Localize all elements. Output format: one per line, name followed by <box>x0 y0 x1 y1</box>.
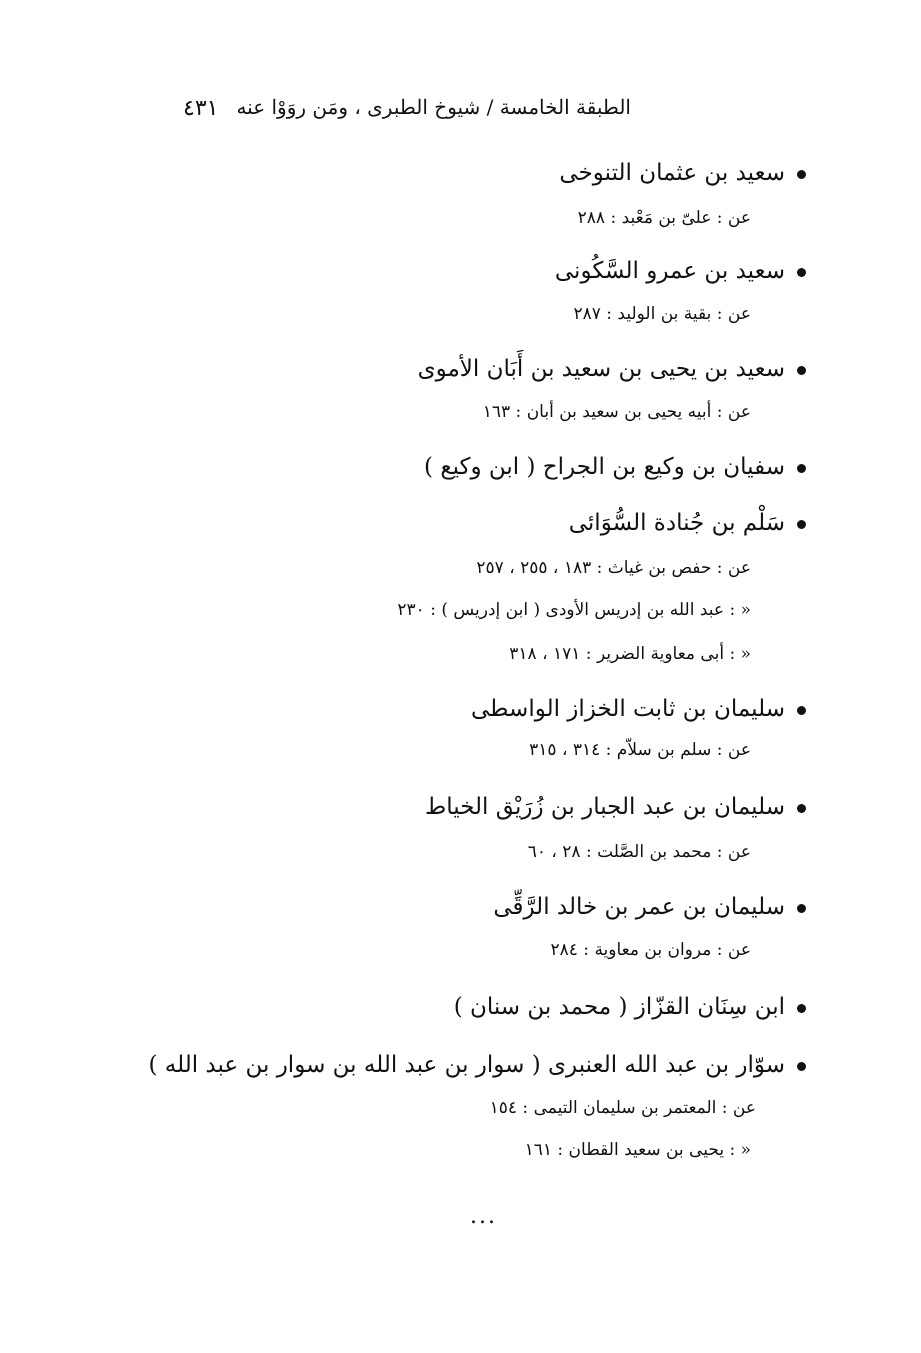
narration-line: عن : بقية بن الوليد : ٢٨٧ <box>573 304 751 324</box>
bullet-icon <box>797 366 806 375</box>
bullet-icon <box>797 520 806 529</box>
narration-line: « : يحيى بن سعيد القطان : ١٦١ <box>524 1140 751 1160</box>
narration-line: عن : المعتمر بن سليمان التيمى : ١٥٤ <box>489 1098 756 1118</box>
entry-name: سعيد بن يحيى بن سعيد بن أَبَان الأموى <box>418 356 806 382</box>
end-ellipsis: ... <box>470 1204 497 1229</box>
entry-name: سَلْم بن جُنادة السُّوَائى <box>569 510 806 536</box>
page-number: ٤٣١ <box>183 96 219 121</box>
narration-line: عن : سلم بن سلاّم : ٣١٤ ، ٣١٥ <box>529 740 751 760</box>
narration-line: « : أبى معاوية الضرير : ١٧١ ، ٣١٨ <box>509 644 751 664</box>
narration-line: عن : علىّ بن مَعْبد : ٢٨٨ <box>577 208 751 228</box>
running-header: الطبقة الخامسة / شيوخ الطبرى ، ومَن روَوْا عنه <box>236 95 631 119</box>
narration-line: عن : محمد بن الصَّلت : ٢٨ ، ٦٠ <box>527 842 751 862</box>
bullet-icon <box>797 904 806 913</box>
entry-name: سليمان بن عبد الجبار بن زُرَيْق الخياط <box>425 794 806 820</box>
bullet-icon <box>797 804 806 813</box>
narration-line: « : عبد الله بن إدريس الأودى ( ابن إدريس ) : ٢٣٠ <box>397 600 751 620</box>
entry-name: سليمان بن ثابت الخزاز الواسطى <box>471 696 806 722</box>
bullet-icon <box>797 1062 806 1071</box>
bullet-icon <box>797 1004 806 1013</box>
narration-line: عن : مروان بن معاوية : ٢٨٤ <box>550 940 751 960</box>
narration-line: عن : أبيه يحيى بن سعيد بن أبان : ١٦٣ <box>482 402 751 422</box>
entry-name: سعيد بن عثمان التنوخى <box>559 160 806 186</box>
bullet-icon <box>797 268 806 277</box>
entry-name: سوّار بن عبد الله العنبرى ( سوار بن عبد الله بن سوار بن عبد الله ) <box>148 1052 806 1078</box>
entry-name: سليمان بن عمر بن خالد الرَّقِّى <box>493 894 806 920</box>
entry-name: سعيد بن عمرو السَّكُونى <box>555 258 806 284</box>
entry-name: ابن سِنَان القزّاز ( محمد بن سنان ) <box>454 994 806 1020</box>
bullet-icon <box>797 170 806 179</box>
narration-line: عن : حفص بن غياث : ١٨٣ ، ٢٥٥ ، ٢٥٧ <box>476 558 751 578</box>
bullet-icon <box>797 464 806 473</box>
entry-name: سفيان بن وكيع بن الجراح ( ابن وكيع ) <box>424 454 806 480</box>
bullet-icon <box>797 706 806 715</box>
